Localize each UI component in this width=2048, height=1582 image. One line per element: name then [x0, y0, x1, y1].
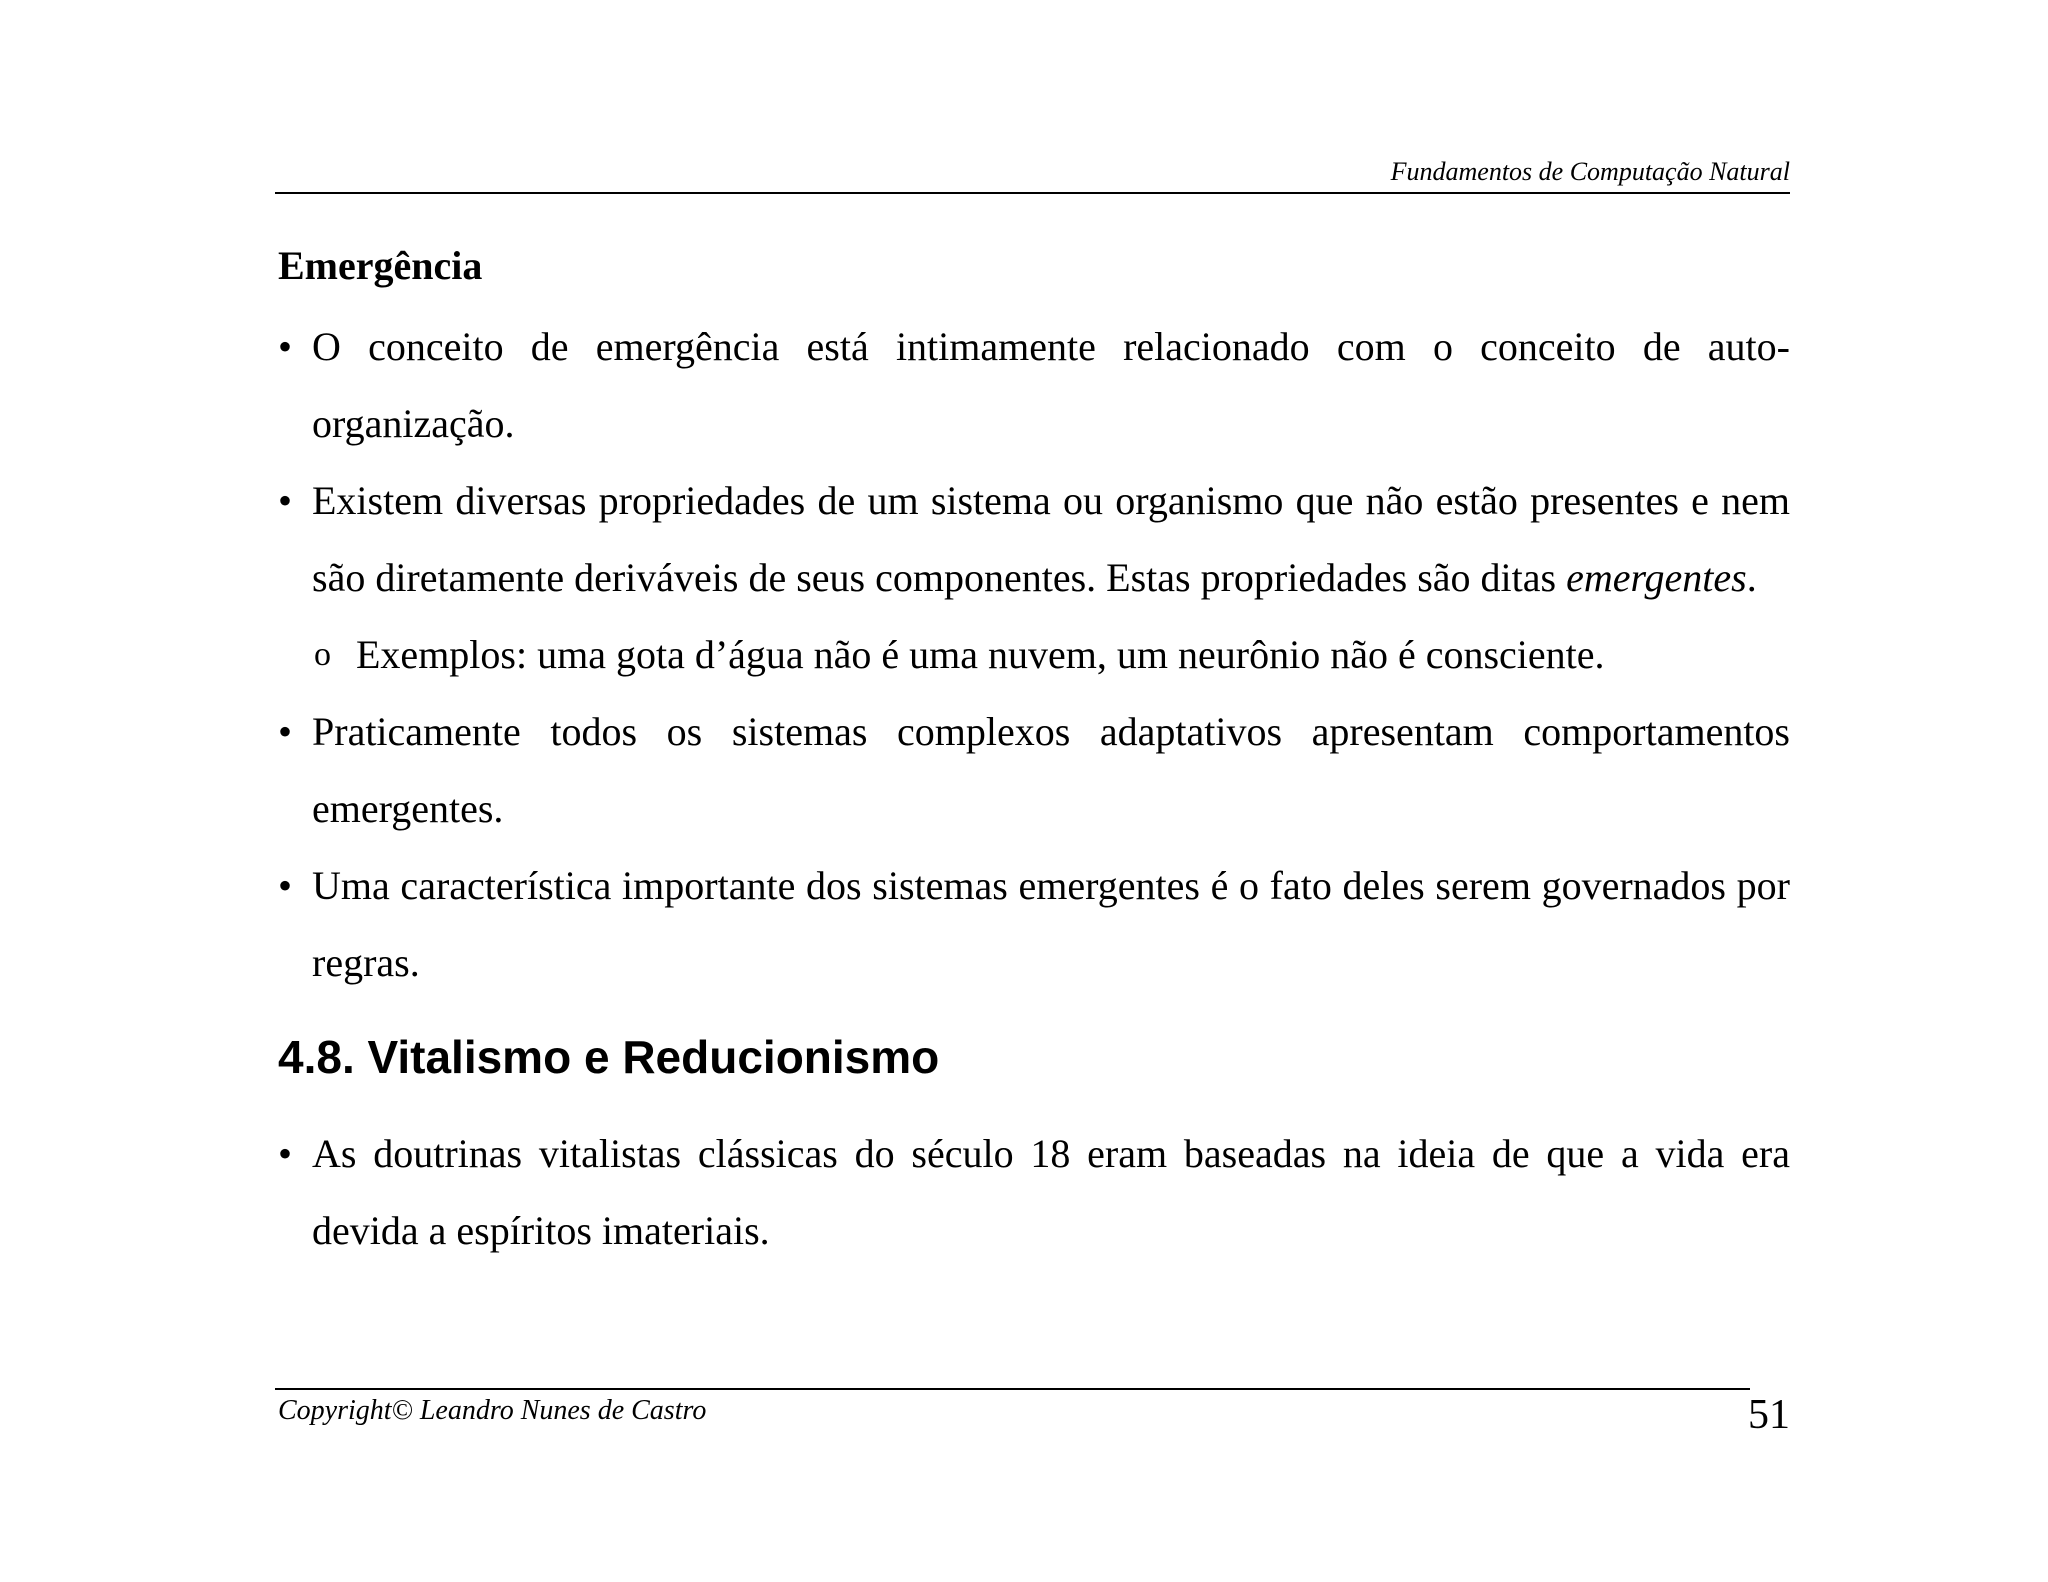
bullet-icon: •: [278, 863, 293, 908]
section-heading: Emergência: [278, 243, 483, 288]
chapter-heading: 4.8. Vitalismo e Reducionismo: [278, 1031, 940, 1083]
sub-bullet-text: Exemplos: uma gota d’água não é uma nuvem, um neurônio não é consciente.: [356, 632, 1605, 677]
bullet-item: [278, 847, 1790, 1001]
bullet-text: As doutrinas vitalistas clássicas do século 18 eram baseadas na ideia de que a vida era devida a espíritos imateriais.: [312, 1131, 1790, 1253]
sub-bullet-item: [278, 616, 1790, 693]
bullet-text: Existem diversas propriedades de um sistema ou organismo que não estão presentes e nem são diretamente deriváveis de seus componentes. Estas propriedades são ditas: [312, 478, 1790, 600]
running-header: Fundamentos de Computação Natural: [1390, 157, 1790, 186]
bullet-item: [278, 693, 1790, 847]
chapter-bullet-list: [278, 1115, 1790, 1269]
bullet-text: Praticamente todos os sistemas complexos adaptativos apresentam comportamentos emergentes.: [312, 709, 1790, 831]
sub-bullet-icon: o: [314, 636, 331, 673]
footer-rule: [275, 1388, 1750, 1390]
footer-copyright: Copyright© Leandro Nunes de Castro: [278, 1395, 707, 1426]
bullet-item: [278, 462, 1790, 616]
page-number: 51: [1748, 1392, 1790, 1438]
page-content: [278, 236, 1790, 1269]
header-rule: [275, 192, 1790, 194]
bullet-text-end: .: [1746, 555, 1757, 600]
bullet-icon: •: [278, 324, 293, 369]
bullet-text: Uma característica importante dos sistemas emergentes é o fato deles serem governados por regras.: [312, 863, 1790, 985]
emphasized-term: emergentes: [1566, 555, 1747, 600]
bullet-icon: •: [278, 1131, 293, 1176]
bullet-item: [278, 308, 1790, 462]
bullet-text: O conceito de emergência está intimamente relacionado com o conceito de auto-organização.: [312, 324, 1790, 446]
section-bullet-list: [278, 308, 1790, 1001]
bullet-item: [278, 1115, 1790, 1269]
bullet-icon: •: [278, 709, 293, 754]
bullet-icon: •: [278, 478, 293, 523]
